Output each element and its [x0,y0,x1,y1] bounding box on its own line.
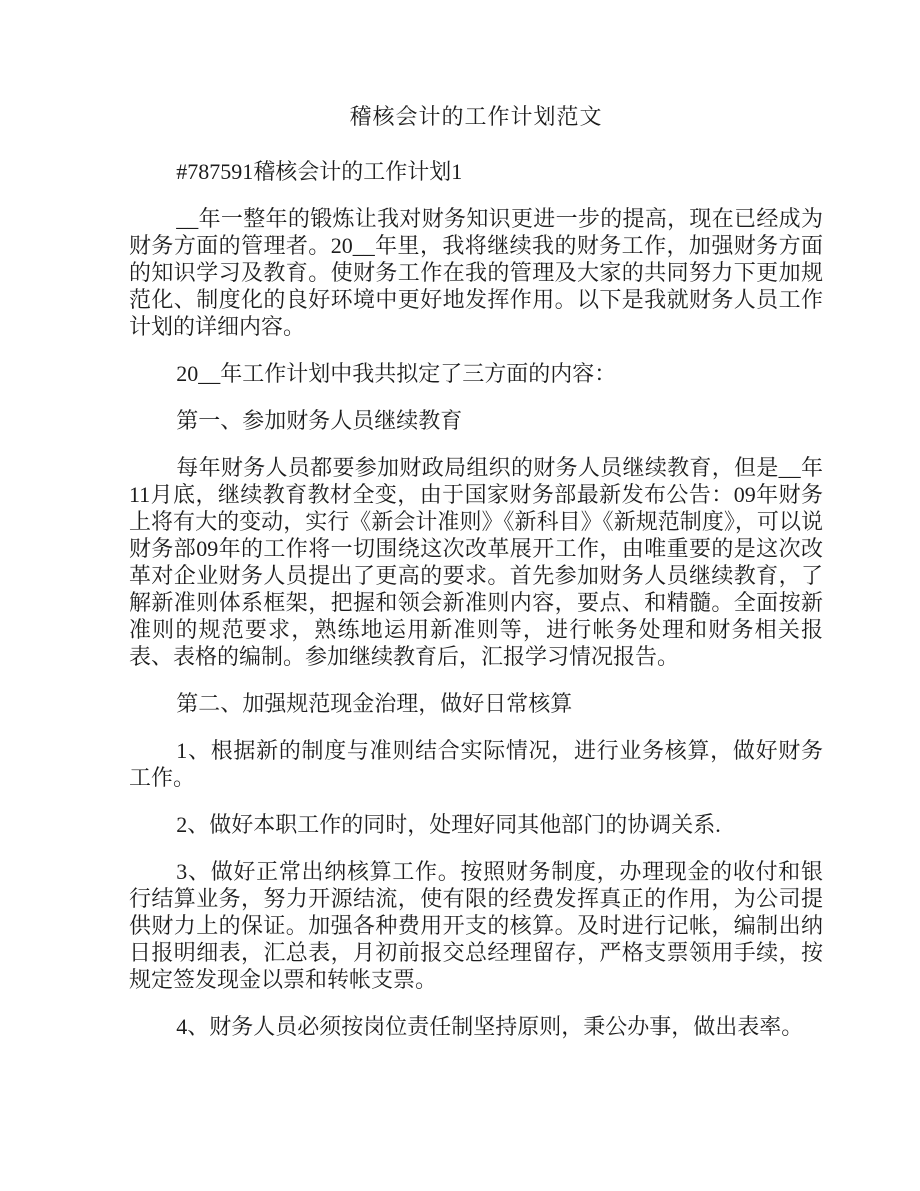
document-title: 稽核会计的工作计划范文 [349,104,603,129]
paragraph-plan-overview: 20__年工作计划中我共拟定了三方面的内容： [176,361,617,386]
paragraph-heading-first: 第一、参加财务人员继续教育 [176,408,463,433]
paragraph-item-3: 3、做好正常出纳核算工作。按照财务制度，办理现金的收付和银行结算业务，努力开源结流，使有限的经费发挥真正的作用，为公司提供财力上的保证。加强各种费用开支的核算。及时进行记帐，编制出纳日报明细表，汇总表，月初前报交总经理留存，严格支票领用手续，按规定签发现金以票和转帐支票。 [129,859,823,992]
paragraph-item-4: 4、财务人员必须按岗位责任制坚持原则，秉公办事，做出表率。 [176,1014,804,1039]
document-subtitle: #787591稽核会计的工作计划1 [176,159,463,184]
paragraph-intro: __年一整年的锻炼让我对财务知识更进一步的提高，现在已经成为财务方面的管理者。20__年里，我将继续我的财务工作，加强财务方面的知识学习及教育。使财务工作在我的管理及大家的共同努力下更加规范化、制度化的良好环境中更好地发挥作用。以下是我就财务人员工作计划的详细内容。 [129,206,823,339]
paragraph-item-2: 2、做好本职工作的同时，处理好同其他部门的协调关系. [176,812,721,837]
paragraph-heading-second: 第二、加强规范现金治理，做好日常核算 [176,691,573,716]
paragraph-continuing-education: 每年财务人员都要参加财政局组织的财务人员继续教育，但是__年11月底，继续教育教材全变，由于国家财务部最新发布公告：09年财务上将有大的变动，实行《新会计准则》《新科目》《新规范制度》，可以说财务部09年的工作将一切围绕这次改革展开工作，由唯重要的是这次改革对企业财务人员提出了更高的要求。首先参加财务人员继续教育，了解新准则体系框架，把握和领会新准则内容，要点、和精髓。全面按新准则的规范要求，熟练地运用新准则等，进行帐务处理和财务相关报表、表格的编制。参加继续教育后，汇报学习情况报告。 [129,455,823,669]
paragraph-item-1: 1、根据新的制度与准则结合实际情况，进行业务核算，做好财务工作。 [129,738,823,790]
